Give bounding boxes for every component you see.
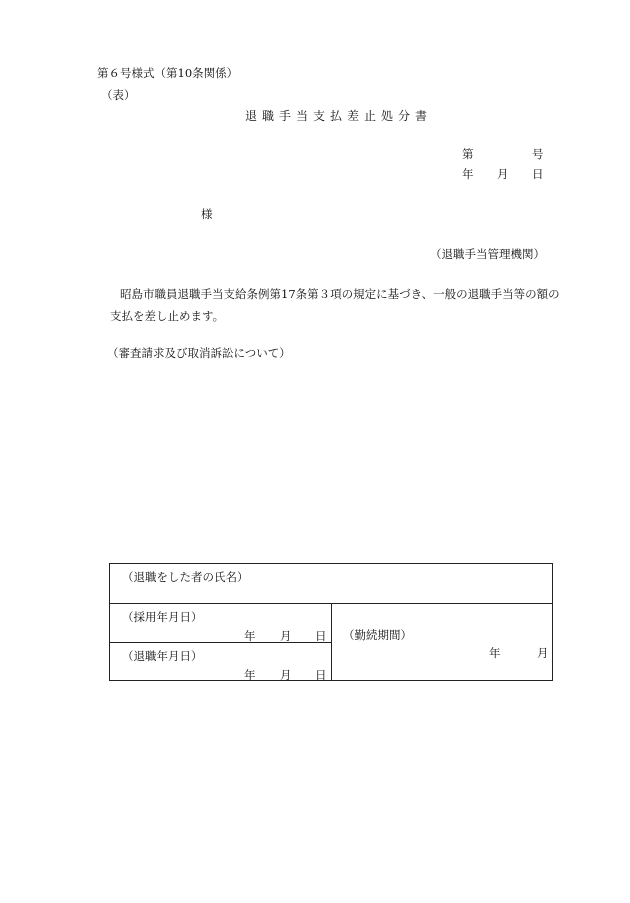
retiree-info-table [109, 563, 553, 681]
doc-number-dai: 第 [462, 147, 474, 161]
service-period-cell [331, 603, 552, 680]
form-number: 第６号様式（第10条関係） [97, 66, 239, 80]
retiree-name-label: （退職をした者の氏名） [122, 570, 249, 584]
document-title: 退職手当支払差止処分書 [245, 109, 433, 123]
service-period-label: （勤続期間） [343, 628, 412, 642]
addressee-sama: 様 [201, 207, 213, 221]
body-line-1: 昭島市職員退職手当支給条例第17条第３項の規定に基づき、一般の退職手当等の額の [120, 287, 560, 301]
hire-month: 月 [280, 629, 292, 643]
hire-date-cell [110, 603, 332, 643]
retire-month: 月 [280, 668, 292, 682]
body-paragraph [96, 283, 566, 327]
retire-date-cell [110, 642, 332, 680]
appeal-notice-heading: （審査請求及び取消訴訟について） [107, 346, 291, 360]
date-month: 月 [497, 167, 509, 181]
retire-year: 年 [244, 668, 256, 682]
retire-day: 日 [315, 668, 327, 682]
retire-date-label: （退職年月日） [122, 649, 203, 663]
body-line-2: 支払を差し止めます。 [110, 309, 225, 323]
retiree-name-cell [110, 564, 552, 604]
date-day: 日 [532, 167, 544, 181]
hire-day: 日 [315, 629, 327, 643]
service-months: 月 [537, 646, 549, 660]
hire-date-label: （採用年月日） [122, 610, 203, 624]
form-side-label: （表） [101, 88, 136, 102]
date-year: 年 [462, 167, 474, 181]
sender-organization: （退職手当管理機関） [430, 247, 545, 261]
service-years: 年 [489, 646, 501, 660]
doc-number-go: 号 [532, 147, 544, 161]
hire-year: 年 [244, 629, 256, 643]
